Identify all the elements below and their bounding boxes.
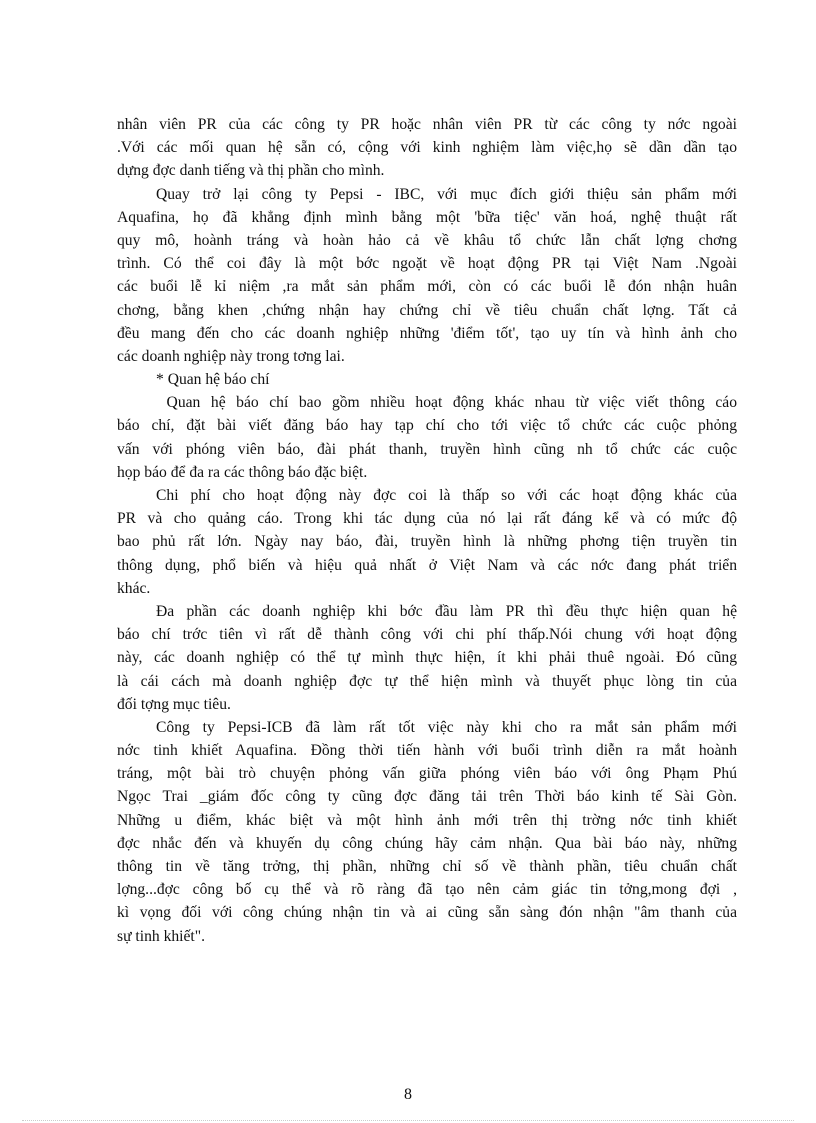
paragraph [117, 391, 737, 484]
text-line: vấn với phóng viên báo, đài phát thanh, truyền hình cũng nh tổ chức các cuộc [117, 440, 737, 458]
text-line: kì vọng đối với công chúng nhận tin và ai cũng sẵn sàng đón nhận "âm thanh của [117, 904, 737, 922]
text-line: lợng...đợc công bố cụ thể và rõ ràng đã tạo nên cảm giác tin tởng,mong đợi , [117, 881, 737, 899]
text-line: Những u điểm, khác biệt và một hình ảnh mới trên thị trờng nớc tinh khiết [117, 811, 737, 829]
text-line: Công ty Pepsi-ICB đã làm rất tốt việc này khi cho ra mắt sản phẩm mới [156, 718, 737, 736]
text-line: các buổi lễ kỉ niệm ,ra mắt sản phẩm mới, còn có các buổi lễ đón nhận huân [117, 278, 737, 296]
text-line: .Với các mối quan hệ sẵn có, cộng với kinh nghiệm làm việc,họ sẽ dần dần tạo [117, 139, 737, 157]
page-bottom-divider [22, 1120, 794, 1121]
text-line: báo chí trớc tiên vì rất dễ thành công với chi phí thấp.Nói chung với hoạt động [117, 626, 737, 644]
text-line: đối tợng mục tiêu. [117, 695, 231, 713]
text-line: là cái cách mà doanh nghiệp đợc tự thể hiện mình và thuyết phục lòng tin của [117, 672, 737, 690]
text-line: thông tin về tăng trởng, thị phần, những chỉ số về thành phần, tiêu chuẩn chất [117, 858, 737, 875]
text-line: họp báo để đa ra các thông báo đặc biệt. [117, 463, 368, 481]
text-line: đều mang đến cho các doanh nghiệp những 'điểm tốt', tạo uy tín và hình ảnh cho [117, 324, 737, 342]
text-line: bao phủ rất lớn. Ngày nay báo, đài, truyền hình là những phơng tiện truyền tin [117, 533, 737, 551]
text-line: nớc tinh khiết Aquafina. Đồng thời tiến hành với buổi trình diễn ra mắt hoành [117, 742, 737, 760]
text-line: PR và cho quảng cáo. Trong khi tác dụng của nó lại rất đáng kể và có mức độ [117, 510, 737, 528]
text-line: Aquafina, họ đã khẳng định mình bằng một 'bữa tiệc' văn hoá, nghệ thuật rất [117, 208, 737, 226]
text-line: Đa phần các doanh nghiệp khi bớc đầu làm PR thì đều thực hiện quan hệ [156, 602, 737, 620]
paragraph [117, 368, 737, 391]
text-line: trình. Có thể coi đây là một bớc ngoặt về hoạt động PR tại Việt Nam .Ngoài [117, 255, 737, 273]
text-line: báo chí, đặt bài viết đăng báo hay tạp chí cho tới việc tổ chức các cuộc phỏng [117, 417, 737, 435]
text-line: * Quan hệ báo chí [156, 371, 270, 389]
document-body [117, 113, 737, 948]
paragraph [117, 600, 737, 716]
paragraph [117, 484, 737, 600]
text-line: này, các doanh nghiệp có thể tự mình thực hiện, ít khi phải thuê ngoài. Đó cũng [117, 649, 737, 667]
text-line: Ngọc Trai _giám đốc công ty cũng đợc đăng tải trên Thời báo kinh tế Sài Gòn. [117, 788, 737, 806]
text-line: thông dụng, phổ biến và hiệu quả nhất ở Việt Nam và các nớc đang phát triển [117, 556, 737, 574]
text-line: khác. [117, 579, 151, 597]
text-line: quy mô, hoành tráng và hoàn hảo cả về khâu tổ chức lẫn chất lợng chơng [117, 231, 737, 249]
paragraph [117, 113, 737, 183]
paragraph [117, 716, 737, 948]
text-line: sự tinh khiết". [117, 927, 206, 945]
text-line: Quan hệ báo chí bao gồm nhiều hoạt động khác nhau từ việc viết thông cáo [156, 394, 737, 412]
text-line: Quay trở lại công ty Pepsi - IBC, với mục đích giới thiệu sản phẩm mới [156, 185, 737, 203]
text-line: nhân viên PR của các công ty PR hoặc nhân viên PR từ các công ty nớc ngoài [117, 116, 737, 133]
text-line: đợc nhắc đến và khuyến dụ công chúng hãy cảm nhận. Qua bài báo này, những [117, 834, 737, 852]
paragraph [117, 183, 737, 369]
text-line: các doanh nghiệp này trong tơng lai. [117, 347, 345, 365]
text-line: chơng, bằng khen ,chứng nhận hay chứng chỉ về tiêu chuẩn chất lợng. Tất cả [117, 301, 737, 319]
text-line: tráng, một bài trò chuyện phỏng vấn giữa phóng viên báo với ông Phạm Phú [117, 765, 737, 783]
page-number: 8 [404, 1086, 412, 1103]
text-line: dựng đợc danh tiếng và thị phần cho mình. [117, 162, 385, 180]
text-line: Chi phí cho hoạt động này đợc coi là thấp so với các hoạt động khác của [156, 487, 737, 504]
